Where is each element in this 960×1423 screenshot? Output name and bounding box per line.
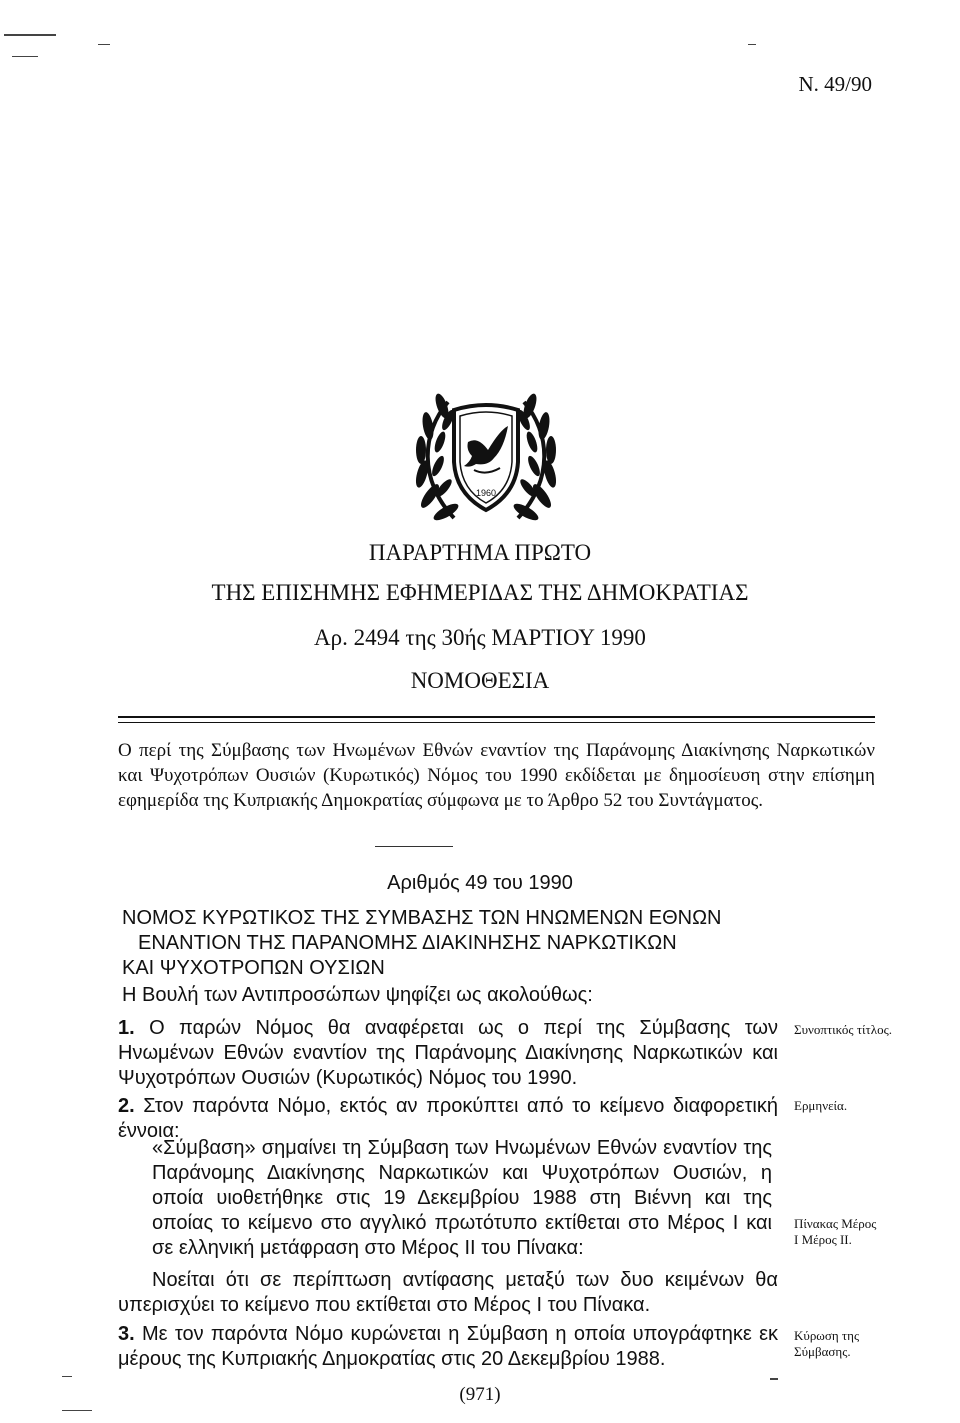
margin-note-interpretation: Ερμηνεία. (794, 1098, 848, 1113)
law-number: Ν. 49/90 (798, 72, 872, 96)
section-number: 1. (118, 1017, 135, 1039)
masthead-issue-line: Αρ. 2494 της 30ής ΜΑΡΤΙΟΥ 1990 (314, 625, 646, 650)
enactment-formula: Η Βουλή των Αντιπροσώπων ψηφίζει ως ακολούθως: (122, 984, 593, 1006)
law-title (122, 906, 782, 981)
masthead-section: ΝΟΜΟΘΕΣΙΑ (410, 668, 550, 693)
margin-note-schedule: Πίνακας Μέρος Ι Μέρος ΙΙ. (794, 1216, 877, 1247)
scan-speck (62, 1410, 92, 1411)
separator-dash (375, 846, 453, 847)
law-title-line1: ΝΟΜΟΣ ΚΥΡΩΤΙΚΟΣ ΤΗΣ ΣΥΜΒΑΣΗΣ ΤΩΝ ΗΝΩΜΕΝΩΝ ΕΘΝΩΝ (122, 907, 722, 929)
margin-note-ratification: Κύρωση της Σύμβασης. (794, 1328, 860, 1359)
law-number-line: Αριθμός 49 του 1990 (387, 872, 573, 894)
section-text: Στον παρόντα Νόμο, εκτός αν προκύπτει από το κείμενο διαφορετική έννοια: (118, 1095, 778, 1142)
scan-speck (62, 1376, 72, 1377)
section-number: 3. (118, 1323, 135, 1345)
scan-speck (98, 44, 110, 45)
double-rule-bottom (118, 722, 875, 723)
double-rule-top (118, 716, 875, 718)
proviso: Νοείται ότι σε περίπτωση αντίφασης μεταξύ των δυο κειμένων θα υπερισχύει το κείμενο που εκτίθεται στο Μέρος Ι του Πίνακα. (118, 1269, 778, 1316)
scan-speck (12, 56, 38, 57)
law-title-line3: ΚΑΙ ΨΥΧΟΤΡΟΠΩΝ ΟΥΣΙΩΝ (122, 957, 385, 979)
section-number: 2. (118, 1095, 135, 1117)
definition-convention: «Σύμβαση» σημαίνει τη Σύμβαση των Ηνωμένων Εθνών εναντίον της Παράνομης Διακίνησης Ναρκωτικών και Ψυχοτρόπων Ουσιών, η οποία υιοθετήθηκε στις 19 Δεκεμβρίου 1988 στη Βιέννη και της οποίας το κείμενο στο αγγλικό πρωτότυπο εκτίθεται στο Μέρος Ι και σε ελληνική μετάφραση στο Μέρος ΙΙ του Πίνακα: (152, 1137, 772, 1259)
section-1 (118, 1016, 778, 1091)
coat-of-arms-emblem (408, 392, 564, 532)
scan-speck (748, 44, 756, 45)
law-title-line2: ΕΝΑΝΤΙΟΝ ΤΗΣ ΠΑΡΑΝΟΜΗΣ ΔΙΑΚΙΝΗΣΗΣ ΝΑΡΚΩΤΙΚΩΝ (138, 932, 677, 954)
scan-speck (770, 1378, 778, 1380)
masthead-line2: ΤΗΣ ΕΠΙΣΗΜΗΣ ΕΦΗΜΕΡΙΔΑΣ ΤΗΣ ΔΗΜΟΚΡΑΤΙΑΣ (211, 580, 749, 605)
section-text: Ο παρών Νόμος θα αναφέρεται ως ο περί της Σύμβασης των Ηνωμένων Εθνών εναντίον της Παράνομης Διακίνησης Ναρκωτικών και Ψυχοτρόπων Ουσιών (Κυρωτικός) Νόμος του 1990. (118, 1017, 778, 1089)
page-number: (971) (459, 1384, 501, 1405)
scan-speck (4, 34, 56, 36)
masthead-line1: ΠΑΡΑΡΤΗΜΑ ΠΡΩΤΟ (368, 540, 592, 565)
section-3 (118, 1322, 778, 1372)
emblem-year: 1960 (475, 488, 497, 498)
margin-note-short-title: Συνοπτικός τίτλος. (794, 1022, 892, 1037)
publication-notice: Ο περί της Σύμβασης των Ηνωμένων Εθνών εναντίον της Παράνομης Διακίνησης Ναρκωτικών και Ψυχοτρόπων Ουσιών (Κυρωτικός) Νόμος του 1990 εκδίδεται με δημοσίευση στην επίσημη εφημερίδα της Κυπριακής Δημοκρατίας σύμφωνα με το Άρθρο 52 του Συντάγματος. (118, 740, 875, 811)
section-text: Με τον παρόντα Νόμο κυρώνεται η Σύμβαση η οποία υπογράφτηκε εκ μέρους της Κυπριακής Δημοκρατίας στις 20 Δεκεμβρίου 1988. (118, 1323, 778, 1370)
